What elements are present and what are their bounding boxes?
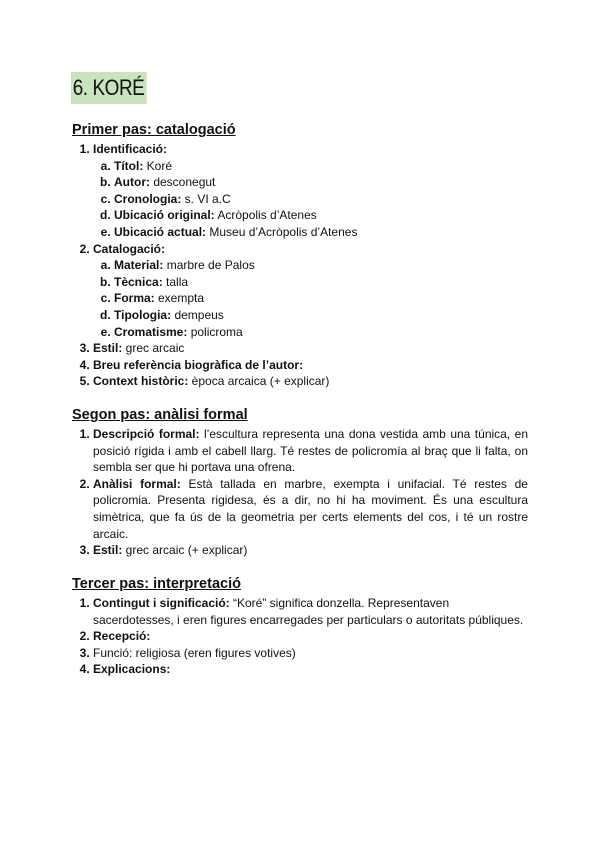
item-label: Títol: bbox=[114, 158, 144, 173]
list-item bbox=[93, 476, 528, 542]
catalog-list bbox=[72, 141, 528, 390]
item-label: Forma: bbox=[114, 291, 155, 306]
item-value: talla bbox=[162, 274, 189, 289]
section-analisi-formal bbox=[72, 407, 528, 559]
item-value: s. VI a.C bbox=[181, 191, 231, 206]
item-value: Està tallada en marbre, exempta i unifacial. Té restes de policromia. Presenta rigidesa, és a dir, no hi ha moviment. És una escultura simètrica, que fa ús de la geometria per certs elements del cos, i té un rostre arcaic. bbox=[93, 476, 528, 541]
item-value: Museu d’Acròpolis d’Atenes bbox=[206, 224, 358, 239]
list-item bbox=[114, 191, 528, 208]
item-label: Anàlisi formal: bbox=[93, 476, 181, 491]
sub-list bbox=[93, 257, 528, 340]
list-item bbox=[93, 661, 528, 678]
list-item bbox=[93, 340, 528, 357]
list-item bbox=[93, 373, 528, 390]
item-value: l’escultura representa una dona vestida amb una túnica, en posició rígida i amb el cabell llarg. Té restes de policromía al braç que li falta, on sembla ser que hi portava una ofrena. bbox=[93, 427, 528, 475]
item-value: policroma bbox=[187, 324, 243, 339]
item-value: grec arcaic (+ explicar) bbox=[122, 543, 248, 558]
item-value: Acròpolis d’Atenes bbox=[214, 208, 317, 223]
list-item bbox=[114, 307, 528, 324]
item-label: Estil: bbox=[93, 543, 123, 558]
interpretation-list bbox=[72, 595, 528, 678]
item-label: Descripció formal: bbox=[93, 427, 200, 441]
item-value: Funció: religiosa (eren figures votives) bbox=[93, 645, 296, 660]
item-value: exempta bbox=[154, 291, 205, 306]
item-label: Tècnica: bbox=[114, 274, 163, 289]
item-label: Contingut i significació: bbox=[93, 596, 230, 610]
section-catalogacio bbox=[72, 122, 528, 390]
list-item bbox=[114, 158, 528, 175]
item-label: Ubicació actual: bbox=[114, 224, 207, 239]
list-item bbox=[93, 595, 528, 628]
list-item bbox=[93, 628, 528, 645]
item-value: Koré bbox=[143, 158, 173, 173]
item-value: època arcaica (+ explicar) bbox=[188, 374, 330, 389]
list-item bbox=[114, 274, 528, 291]
item-value: “Koré” significa donzella. Representaven sacerdotesses, i eren figures encarregades per particulars o autoritats públiques. bbox=[93, 596, 524, 627]
list-item bbox=[93, 542, 528, 559]
item-label: Cronologia: bbox=[114, 191, 182, 206]
list-item bbox=[93, 357, 528, 374]
item-value: desconegut bbox=[150, 175, 216, 190]
list-item bbox=[114, 224, 528, 241]
list-item bbox=[93, 426, 528, 476]
list-item bbox=[114, 207, 528, 224]
item-label: Recepció: bbox=[93, 629, 151, 644]
section-heading: Primer pas: catalogació bbox=[72, 122, 236, 138]
section-heading: Tercer pas: interpretació bbox=[72, 576, 241, 592]
item-value: grec arcaic bbox=[122, 341, 185, 356]
item-label: Cromatisme: bbox=[114, 324, 188, 339]
list-item bbox=[93, 241, 528, 341]
item-value: dempeus bbox=[171, 307, 224, 322]
list-item bbox=[93, 141, 528, 241]
list-item bbox=[114, 324, 528, 341]
list-item bbox=[114, 257, 528, 274]
item-label: Context històric: bbox=[93, 374, 189, 389]
page-title: 6. KORÉ bbox=[71, 72, 147, 104]
section-interpretacio bbox=[72, 576, 528, 678]
item-label: Explicacions: bbox=[93, 662, 171, 677]
analysis-list bbox=[72, 426, 528, 559]
list-item bbox=[114, 290, 528, 307]
item-label: Identificació: bbox=[93, 142, 168, 156]
item-label: Estil: bbox=[93, 341, 123, 356]
item-label: Tipologia: bbox=[114, 307, 172, 322]
item-value: marbre de Palos bbox=[163, 258, 255, 273]
sub-list bbox=[93, 158, 528, 241]
item-label: Catalogació: bbox=[93, 241, 166, 256]
item-label: Breu referència biogràfica de l’autor: bbox=[93, 357, 304, 372]
item-label: Material: bbox=[114, 258, 164, 273]
list-item bbox=[93, 645, 528, 662]
section-heading: Segon pas: anàlisi formal bbox=[72, 407, 248, 423]
list-item bbox=[114, 174, 528, 191]
item-label: Ubicació original: bbox=[114, 208, 215, 223]
item-label: Autor: bbox=[114, 175, 150, 190]
